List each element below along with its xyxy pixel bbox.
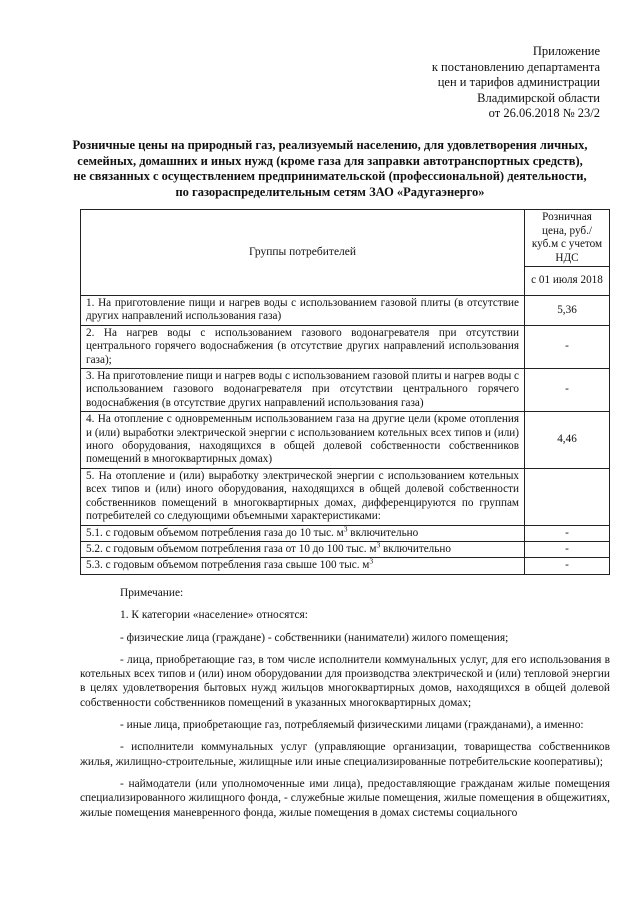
price-cell bbox=[525, 468, 610, 525]
group-cell: 1. На приготовление пищи и нагрев воды с использованием газовой плиты (в отсутствие других направлений использования газа) bbox=[81, 296, 525, 326]
notes-paragraph: - наймодатели (или уполномоченные ими лица), предоставляющие гражданам жилые помещения специализированного жилищного фонда, - служебные жилые помещения, жилые помещения в общежитиях, жилые помещения маневренного фонда, жилые помещения в домах системы социального bbox=[80, 777, 610, 819]
notes-paragraph: - исполнители коммунальных услуг (управляющие организации, товарищества собственников жилья, жилищно-строительные, жилищные или иные специализированные потребительские кооперативы); bbox=[80, 741, 610, 768]
table-row bbox=[81, 325, 610, 368]
superscript: 3 bbox=[376, 540, 381, 550]
group-cell bbox=[81, 541, 525, 557]
group-cell: 4. На отопление с одновременным использованием газа на другие цели (кроме отопления и (или) выработки электрической энергии с использованием котельных всех типов и (или) иного оборудования, находящихся в общей долевой собственности собственников помещений в многоквартирных домах) bbox=[81, 412, 525, 469]
table-header-row bbox=[81, 210, 610, 267]
subrow-text: 5.2. с годовым объемом потребления газа от 10 до 100 тыс. м bbox=[86, 542, 377, 555]
notes-item: 1. К категории «население» относятся: bbox=[120, 609, 308, 622]
price-cell: - bbox=[525, 558, 610, 574]
header-retail-price: Розничная цена, руб./куб.м с учетом НДС bbox=[525, 210, 610, 267]
subrow-text: включительно bbox=[380, 542, 451, 555]
group-cell: 2. На нагрев воды с использованием газового водонагревателя при отсутствии центрального горячего водоснабжения (в отсутствие других направлений использования газа); bbox=[81, 325, 525, 368]
superscript: 3 bbox=[369, 556, 374, 566]
document-title: Розничные цены на природный газ, реализуемый населению, для удовлетворения личных, семейных, домашних и иных нужд (кроме газа для заправки автотранспортных средств), не связанных с осуществлением предпринимательской (профессиональной) деятельности, по газораспределительным сетям ЗАО «Радугаэнерго» bbox=[72, 138, 588, 199]
header-date: с 01 июля 2018 bbox=[525, 267, 610, 296]
price-cell: 4,46 bbox=[525, 412, 610, 469]
appendix-block bbox=[340, 44, 600, 122]
notes-paragraph: - иные лица, приобретающие газ, потребляемый физическими лицами (гражданами), а именно: bbox=[120, 719, 584, 732]
price-cell: - bbox=[525, 541, 610, 557]
notes-paragraph: - физические лица (граждане) - собственники (наниматели) жилого помещения; bbox=[120, 631, 509, 644]
notes-section bbox=[80, 586, 610, 828]
appendix-line: Владимирской области bbox=[477, 90, 600, 105]
subrow-text: 5.1. с годовым объемом потребления газа до 10 тыс. м bbox=[86, 526, 344, 539]
group-cell bbox=[81, 525, 525, 541]
group-cell: 5. На отопление и (или) выработку электрической энергии с использованием котельных всех типов и (или) иного оборудования, находящихся в общей долевой собственности собственников помещений в многоквартирных домах, дифференцируются по группам потребителей со следующими объемными характеристиками: bbox=[81, 468, 525, 525]
price-cell: - bbox=[525, 369, 610, 412]
price-cell: - bbox=[525, 325, 610, 368]
table-row bbox=[81, 541, 610, 557]
appendix-line: Приложение bbox=[532, 44, 600, 58]
header-consumer-groups: Группы потребителей bbox=[81, 210, 525, 296]
table-row bbox=[81, 525, 610, 541]
appendix-line: к постановлению департамента bbox=[431, 59, 600, 74]
price-table bbox=[80, 209, 610, 575]
superscript: 3 bbox=[343, 523, 348, 533]
price-cell: - bbox=[525, 525, 610, 541]
subrow-text: включительно bbox=[347, 526, 419, 539]
table-row bbox=[81, 369, 610, 412]
group-cell bbox=[81, 558, 525, 574]
notes-paragraph: - лица, приобретающие газ, в том числе исполнители коммунальных услуг, для его использования в котельных всех типов и (или) ином оборудовании для производства электрической и (или) тепловой энергии в целях удовлетворения бытовых нужд жильцов многоквартирных домов, находящихся в общей долевой собственности собственников помещений в указанных многоквартирных домах; bbox=[80, 653, 610, 709]
notes-heading: Примечание: bbox=[120, 587, 184, 599]
subrow-text: 5.3. с годовым объемом потребления газа свыше 100 тыс. м bbox=[86, 559, 370, 572]
price-cell: 5,36 bbox=[525, 296, 610, 326]
table-row bbox=[81, 558, 610, 574]
table-row bbox=[81, 296, 610, 326]
table-row bbox=[81, 468, 610, 525]
appendix-line: цен и тарифов администрации bbox=[437, 75, 600, 89]
table-row bbox=[81, 412, 610, 469]
appendix-line: от 26.06.2018 № 23/2 bbox=[488, 106, 600, 120]
group-cell: 3. На приготовление пищи и нагрев воды с использованием газовой плиты и нагрев воды с использованием газового водонагревателя при отсутствии центрального горячего водоснабжения (в отсутствие других направлений использования газа) bbox=[81, 369, 525, 412]
